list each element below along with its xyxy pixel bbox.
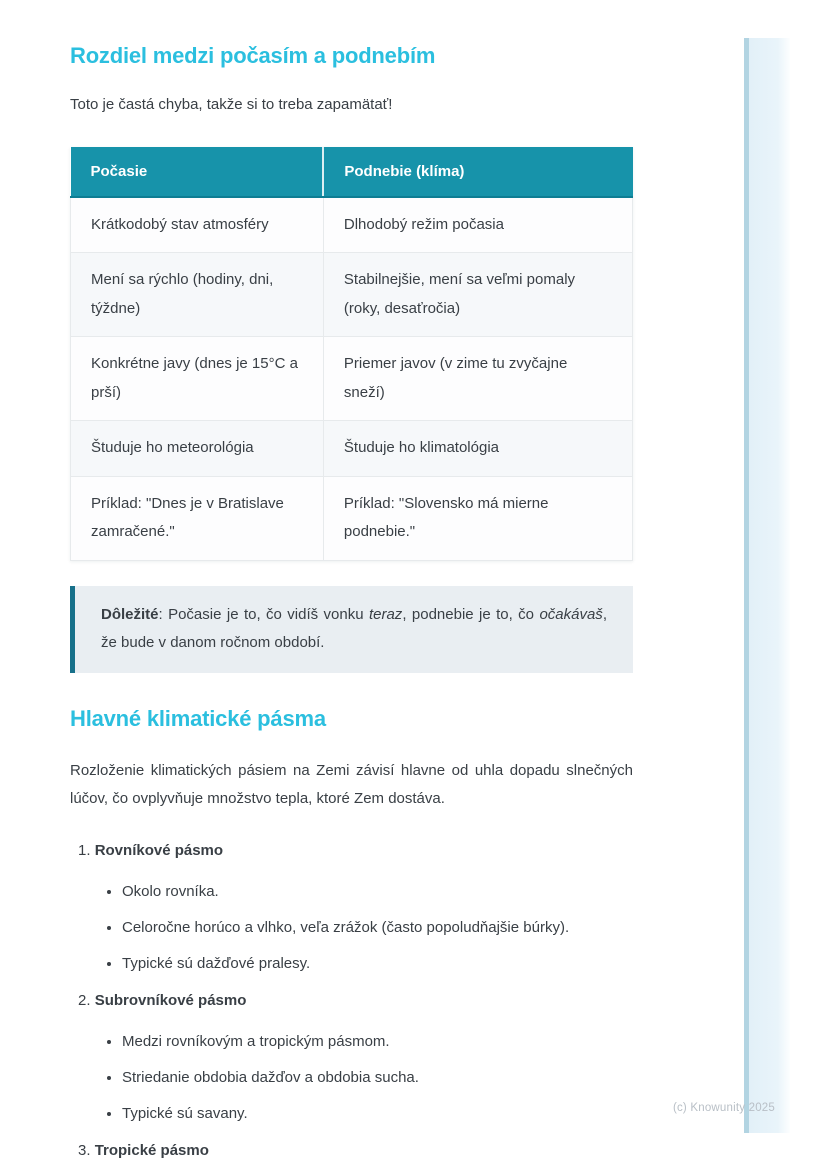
- table-row: [71, 476, 633, 560]
- section-title-weather-vs-climate: Rozdiel medzi počasím a podnebím: [70, 43, 436, 68]
- zone-name: Rovníkové pásmo: [94, 841, 224, 859]
- zone-point: • Typické sú dažďové pralesy.: [122, 953, 633, 974]
- zone-points: [70, 881, 633, 974]
- table-cell: Mení sa rýchlo (hodiny, dni, týždne): [71, 253, 324, 337]
- table-cell: Študuje ho meteorológia: [71, 421, 324, 477]
- callout-text: [101, 601, 607, 658]
- zone-point: • Celoročne horúco a vlhko, veľa zrážok (často popoludňajšie búrky).: [122, 917, 633, 938]
- zone-heading: [70, 840, 633, 861]
- section-title-climate-zones: Hlavné klimatické pásma: [70, 705, 326, 731]
- zone-number: 3.: [78, 1141, 95, 1159]
- comparison-table-body: [71, 197, 633, 561]
- zone-point: • Typické sú savany.: [122, 1103, 633, 1124]
- zone-point: • Okolo rovníka.: [122, 881, 633, 902]
- zone-number: 1.: [78, 841, 95, 859]
- copyright-footer: (c) Knowunity 2025: [672, 1102, 775, 1114]
- table-cell: Príklad: "Dnes je v Bratislave zamračené.": [71, 476, 324, 560]
- zone-points: [70, 1031, 633, 1124]
- climate-zones-list: [70, 840, 633, 1161]
- table-row: [71, 421, 633, 477]
- climate-zone: [70, 990, 633, 1124]
- zone-number: 2.: [78, 991, 95, 1009]
- callout-segment: teraz: [368, 605, 403, 623]
- zone-point: • Striedanie obdobia dažďov a obdobia sucha.: [122, 1067, 633, 1088]
- climate-zone: [70, 840, 633, 974]
- table-cell: Priemer javov (v zime tu zvyčajne sneží): [323, 337, 632, 421]
- table-cell: Príklad: "Slovensko má mierne podnebie.": [323, 476, 632, 560]
- table-header-cell: Počasie: [71, 147, 324, 197]
- zone-point: • Medzi rovníkovým a tropickým pásmom.: [122, 1031, 633, 1052]
- zone-name: Tropické pásmo: [94, 1141, 209, 1159]
- table-row: [71, 253, 633, 337]
- table-cell: Konkrétne javy (dnes je 15°C a prší): [71, 337, 324, 421]
- page-edge-decoration: [744, 38, 790, 1133]
- climate-zone: [70, 1140, 633, 1161]
- important-callout: [70, 586, 633, 673]
- table-cell: Stabilnejšie, mení sa veľmi pomaly (roky, desaťročia): [323, 253, 632, 337]
- table-cell: Študuje ho klimatológia: [323, 421, 632, 477]
- zone-heading: [70, 1140, 633, 1161]
- callout-segment: očakávaš: [539, 605, 603, 623]
- table-cell: Dlhodobý režim počasia: [323, 197, 632, 253]
- table-header-cell: Podnebie (klíma): [323, 147, 632, 197]
- intro-paragraph: Toto je častá chyba, takže si to treba zapamätať!: [70, 96, 393, 113]
- zone-name: Subrovníkové pásmo: [94, 991, 247, 1009]
- comparison-table: [70, 147, 633, 561]
- callout-label: Dôležité: [101, 605, 159, 623]
- comparison-table-head: [71, 147, 633, 197]
- comparison-table-head-row: [71, 147, 633, 197]
- table-row: [71, 337, 633, 421]
- callout-segment: : Počasie je to, čo vidíš vonku: [158, 605, 369, 623]
- zone-heading: [70, 990, 633, 1011]
- table-row: [71, 197, 633, 253]
- callout-segment: , podnebie je to, čo: [402, 605, 540, 623]
- callout-segment: , že bude v danom ročnom období.: [101, 605, 607, 652]
- table-cell: Krátkodobý stav atmosféry: [71, 197, 324, 253]
- climate-zones-intro: Rozloženie klimatických pásiem na Zemi závisí hlavne od uhla dopadu slnečných lúčov, čo ovplyvňuje množstvo tepla, ktoré Zem dostáva.: [70, 761, 633, 808]
